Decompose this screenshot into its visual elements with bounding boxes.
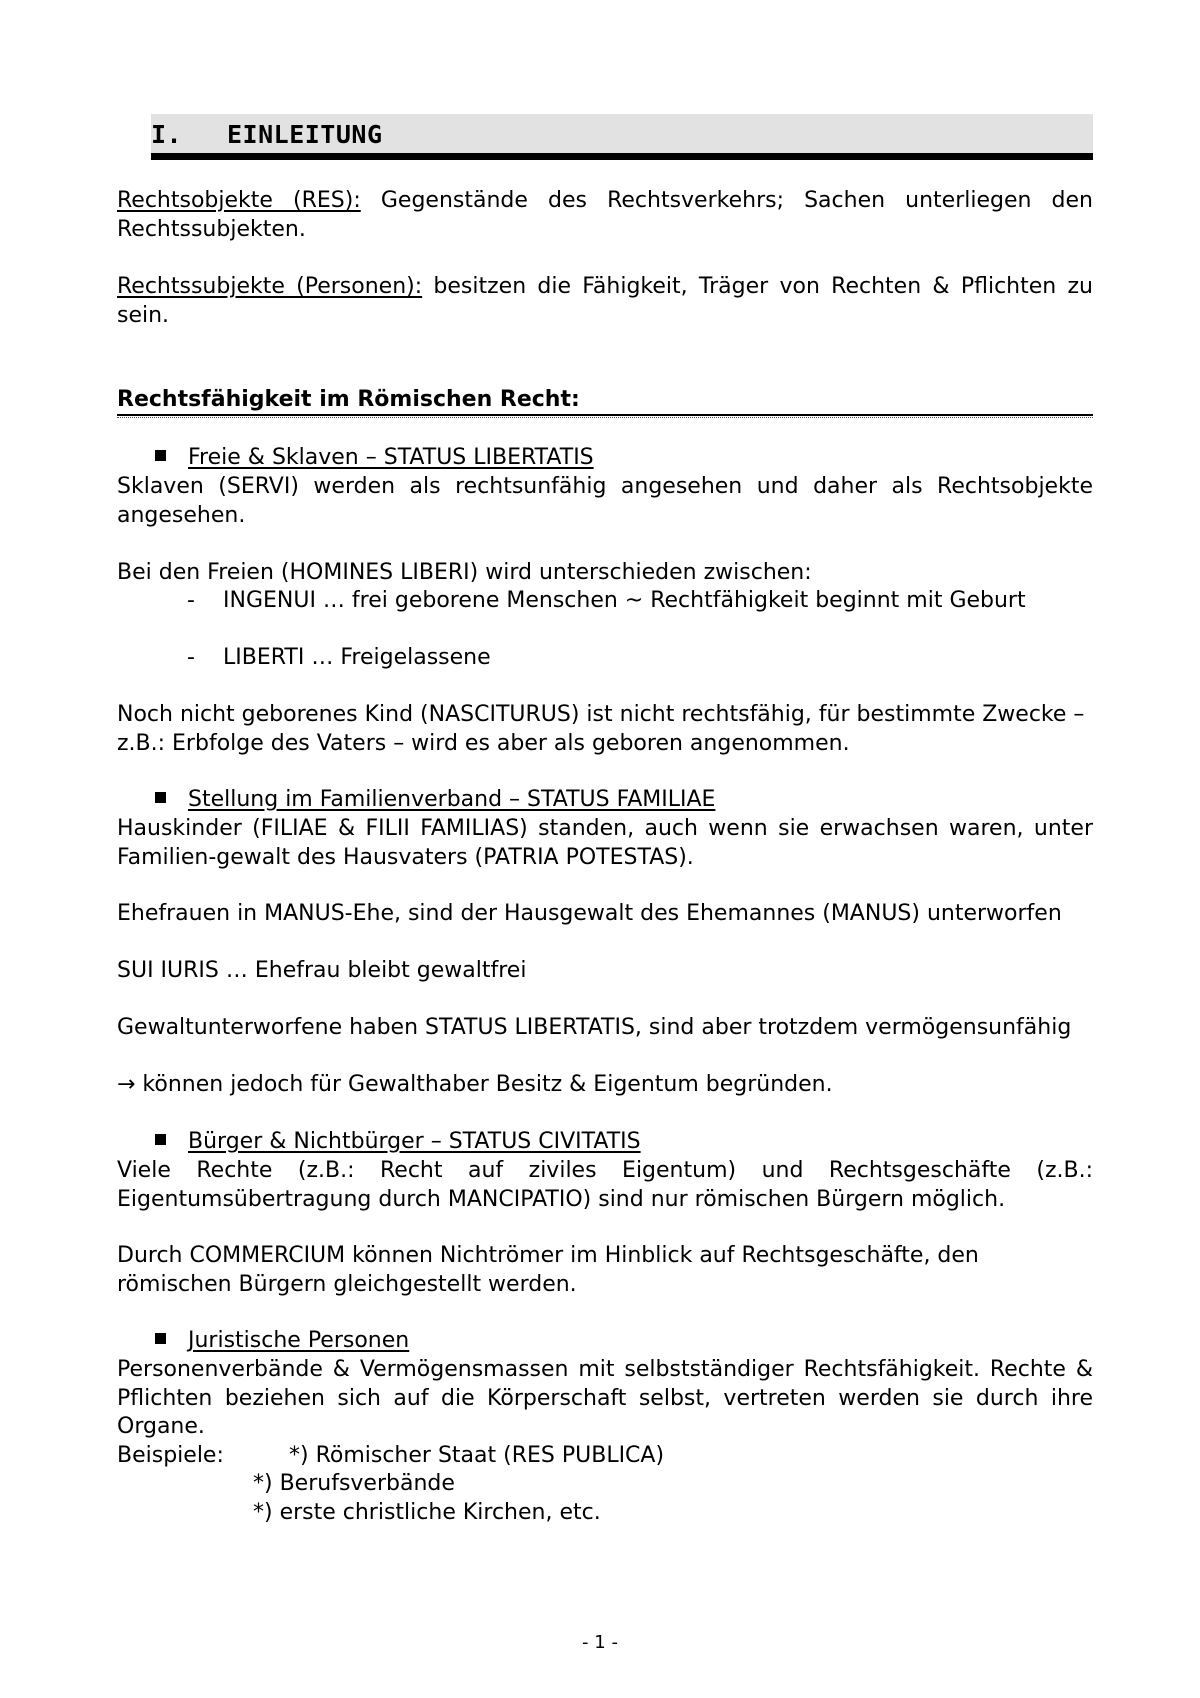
civitatis-paragraph-1: Viele Rechte (z.B.: Recht auf ziviles Eigentum) und Rechtsgeschäfte (z.B.: Eigentumsübertragung durch MANCIPATIO) sind nur römischen Bürgern möglich. <box>117 1158 1093 1212</box>
square-bullet-icon <box>155 450 166 461</box>
familiae-paragraph-2: Ehefrauen in MANUS-Ehe, sind der Hausgewalt des Ehemannes (MANUS) unterworfen <box>117 901 1062 926</box>
square-bullet-icon <box>155 1134 166 1145</box>
rechtssubjekte-paragraph <box>117 273 1093 330</box>
bullet-juristische-personen: Juristische Personen <box>155 1327 409 1356</box>
section-title: Rechtsfähigkeit im Römischen Recht: <box>117 387 1093 417</box>
section-title-dotted-rule <box>117 417 1093 418</box>
rechtsobjekte-term: Rechtsobjekte (RES): <box>117 188 361 213</box>
examples-label: Beispiele: <box>117 1443 224 1468</box>
libertatis-paragraph-3: Noch nicht geborenes Kind (NASCITURUS) ist nicht rechtsfähig, für bestimmte Zwecke – z.B.: Erbfolge des Vaters – wird es aber als geboren angenommen. <box>117 702 1085 756</box>
example-item-1: *) Römischer Staat (RES PUBLICA) <box>289 1443 665 1468</box>
square-bullet-icon <box>155 1333 166 1344</box>
rechtssubjekte-term: Rechtssubjekte (Personen): <box>117 274 423 299</box>
familiae-paragraph-1: Hauskinder (FILIAE & FILII FAMILIAS) standen, auch wenn sie erwachsen waren, unter Familien-gewalt des Hausvaters (PATRIA POTESTAS). <box>117 816 1093 870</box>
example-item-2: *) Berufsverbände <box>253 1471 455 1496</box>
section-title-rule <box>117 414 1093 416</box>
chapter-heading <box>151 114 1093 160</box>
example-item-3: *) erste christliche Kirchen, etc. <box>253 1500 601 1525</box>
libertatis-item-liberti: LIBERTI … Freigelassene <box>223 645 491 670</box>
familiae-paragraph-2b: SUI IURIS … Ehefrau bleibt gewaltfrei <box>117 958 527 983</box>
libertatis-paragraph-2: Bei den Freien (HOMINES LIBERI) wird unterschieden zwischen: <box>117 560 812 585</box>
rechtsobjekte-text: Gegenstände des Rechtsverkehrs; Sachen unterliegen den Rechtssubjekten. <box>117 188 1093 242</box>
familiae-paragraph-3: Gewaltunterworfene haben STATUS LIBERTATIS, sind aber trotzdem vermögensunfähig <box>117 1015 1072 1040</box>
heading-number: I. <box>151 120 183 149</box>
civitatis-paragraph-2: Durch COMMERCIUM können Nichtrömer im Hinblick auf Rechtsgeschäfte, den römischen Bürgern gleichgestellt werden. <box>117 1243 979 1297</box>
bullet-status-familiae: Stellung im Familienverband – STATUS FAMILIAE <box>155 786 715 815</box>
rechtssubjekte-text: besitzen die Fähigkeit, Träger von Rechten & Pflichten zu sein. <box>117 274 1093 328</box>
juristische-paragraph: Personenverbände & Vermögensmassen mit selbstständiger Rechtsfähigkeit. Rechte & Pflichten beziehen sich auf die Körperschaft selbst, vertreten werden sie durch ihre Organe. <box>117 1357 1093 1439</box>
libertatis-item-ingenui: INGENUI … frei geborene Menschen ~ Rechtfähigkeit beginnt mit Geburt <box>223 588 1026 613</box>
dash-icon: - <box>187 645 195 670</box>
square-bullet-icon <box>155 792 166 803</box>
bullet-status-libertatis: Freie & Sklaven – STATUS LIBERTATIS <box>155 444 594 473</box>
libertatis-paragraph-1: Sklaven (SERVI) werden als rechtsunfähig angesehen und daher als Rechtsobjekte angesehen. <box>117 474 1093 528</box>
rechtsobjekte-paragraph <box>117 187 1093 244</box>
bullet-status-civitatis: Bürger & Nichtbürger – STATUS CIVITATIS <box>155 1128 641 1157</box>
page-number: - 1 - <box>582 1632 618 1653</box>
heading-title: EINLEITUNG <box>227 120 383 149</box>
heading-rule <box>151 153 1093 160</box>
dash-icon: - <box>187 588 195 613</box>
familiae-paragraph-3b: → können jedoch für Gewalthaber Besitz & Eigentum begründen. <box>117 1072 833 1097</box>
